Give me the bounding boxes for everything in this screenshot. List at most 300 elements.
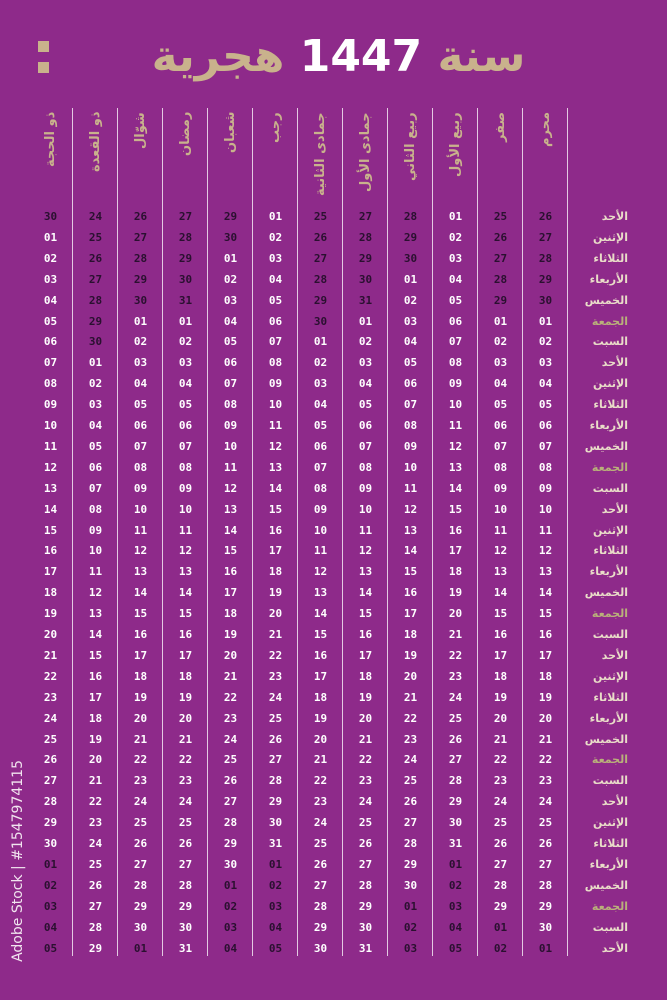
date-cell: 18 — [133, 669, 148, 683]
date-cell: 14 — [313, 607, 328, 621]
weekday-label: السبت — [592, 335, 628, 349]
date-cell: 25 — [88, 230, 103, 244]
date-cell: 04 — [178, 377, 193, 391]
date-cell: 24 — [88, 837, 103, 850]
date-cell: 10 — [88, 544, 103, 558]
date-cell: 07 — [43, 356, 58, 370]
watermark-text: Adobe Stock | #1547974115 — [10, 760, 26, 962]
date-cell: 31 — [448, 837, 463, 850]
date-cell: 01 — [268, 857, 283, 871]
date-cell: 29 — [538, 899, 553, 913]
weekday-label: السبت — [592, 481, 628, 495]
date-cell: 24 — [358, 795, 373, 809]
date-cell: 04 — [43, 920, 58, 934]
date-cell: 04 — [88, 419, 103, 432]
weekday-label: الأحد — [601, 210, 628, 223]
date-cell: 17 — [313, 669, 328, 683]
date-cell: 27 — [313, 251, 328, 265]
date-cell: 11 — [538, 523, 553, 537]
date-cell: 24 — [448, 690, 463, 704]
date-cell: 30 — [358, 920, 373, 934]
date-cell: 09 — [43, 398, 58, 412]
date-cell: 27 — [223, 795, 238, 809]
date-cell: 03 — [313, 377, 328, 391]
date-cell: 23 — [133, 774, 148, 788]
date-cell: 04 — [448, 272, 463, 286]
date-cell: 26 — [493, 230, 508, 244]
date-cell: 11 — [313, 544, 328, 558]
date-cell: 24 — [178, 795, 193, 809]
date-cell: 02 — [223, 899, 238, 913]
date-cell: 06 — [313, 439, 328, 453]
month-header — [118, 112, 163, 207]
date-cell: 28 — [223, 816, 238, 830]
date-cell: 22 — [358, 753, 373, 767]
date-cell: 21 — [403, 690, 418, 704]
date-cell: 19 — [43, 607, 58, 621]
date-cell: 14 — [403, 544, 418, 558]
date-cell: 07 — [403, 398, 418, 412]
date-cell: 31 — [178, 293, 193, 307]
date-cell: 18 — [43, 586, 58, 600]
date-cell: 19 — [223, 628, 238, 641]
date-cell: 22 — [223, 690, 238, 704]
weekday-label: الخميس — [584, 293, 628, 307]
date-cell: 01 — [403, 272, 418, 286]
date-cell: 03 — [43, 272, 58, 286]
date-cell: 18 — [268, 565, 283, 579]
date-cell: 04 — [268, 920, 283, 934]
date-cell: 14 — [88, 628, 103, 641]
date-cell: 25 — [313, 837, 328, 850]
weekday-label: الإثنين — [593, 377, 628, 391]
date-cell: 11 — [403, 481, 418, 495]
date-cell: 19 — [403, 648, 418, 662]
date-cell: 30 — [178, 272, 193, 286]
date-cell: 05 — [448, 293, 463, 307]
date-cell: 26 — [538, 837, 553, 850]
month-label: ربيع الثاني — [403, 112, 418, 181]
date-cell: 12 — [133, 544, 148, 558]
date-cell: 21 — [133, 732, 148, 746]
date-cell: 02 — [358, 335, 373, 349]
date-cell: 03 — [403, 314, 418, 328]
date-cell: 16 — [88, 669, 103, 683]
date-cell: 27 — [448, 753, 463, 767]
date-cell: 27 — [403, 816, 418, 830]
date-cell: 28 — [313, 272, 328, 286]
date-cell: 18 — [313, 690, 328, 704]
weekday-label: الأحد — [601, 941, 628, 955]
title-word-start: سنة — [437, 31, 526, 82]
month-header — [298, 112, 343, 207]
date-cell: 01 — [538, 941, 553, 955]
date-cell: 02 — [43, 251, 58, 265]
date-cell: 24 — [223, 732, 238, 746]
date-cell: 17 — [268, 544, 283, 558]
weekday-label: الأحد — [601, 502, 628, 516]
stock-watermark — [10, 760, 32, 990]
date-cell: 31 — [358, 941, 373, 955]
month-header — [343, 112, 388, 207]
date-cell: 29 — [133, 272, 148, 286]
date-cell: 27 — [538, 857, 553, 871]
date-cell: 12 — [313, 565, 328, 579]
date-cell: 01 — [403, 899, 418, 913]
date-cell: 09 — [403, 439, 418, 453]
date-cell: 14 — [268, 481, 283, 495]
date-cell: 18 — [493, 669, 508, 683]
date-cell: 28 — [358, 230, 373, 244]
date-cell: 26 — [133, 210, 148, 223]
date-cell: 13 — [313, 586, 328, 600]
date-cell: 26 — [358, 837, 373, 850]
date-cell: 19 — [358, 690, 373, 704]
date-cell: 13 — [223, 502, 238, 516]
date-cell: 02 — [43, 878, 58, 892]
date-cell: 09 — [178, 481, 193, 495]
date-cell: 08 — [358, 460, 373, 474]
date-cell: 28 — [133, 878, 148, 892]
month-header — [163, 112, 208, 207]
weekday-label: الجمعة — [591, 314, 628, 328]
date-cell: 03 — [448, 899, 463, 913]
date-cell: 16 — [448, 523, 463, 537]
date-cell: 20 — [403, 669, 418, 683]
date-cell: 01 — [448, 210, 463, 223]
date-cell: 06 — [223, 356, 238, 370]
date-cell: 25 — [313, 210, 328, 223]
date-cell: 02 — [268, 230, 283, 244]
date-cell: 01 — [223, 251, 238, 265]
date-cell: 10 — [43, 419, 58, 432]
date-cell: 04 — [268, 272, 283, 286]
date-cell: 02 — [448, 230, 463, 244]
date-cell: 20 — [43, 628, 58, 641]
weekday-label: الأربعاء — [589, 565, 628, 579]
date-cell: 24 — [43, 711, 58, 725]
date-cell: 26 — [538, 210, 553, 223]
date-cell: 19 — [448, 586, 463, 600]
date-cell: 28 — [43, 795, 58, 809]
date-cell: 18 — [358, 669, 373, 683]
date-cell: 08 — [313, 481, 328, 495]
date-cell: 05 — [88, 439, 103, 453]
date-cell: 15 — [223, 544, 238, 558]
date-cell: 30 — [538, 920, 553, 934]
date-cell: 26 — [88, 878, 103, 892]
date-cell: 01 — [313, 335, 328, 349]
date-cell: 01 — [493, 920, 508, 934]
date-cell: 03 — [403, 941, 418, 955]
date-cell: 15 — [88, 648, 103, 662]
date-cell: 08 — [403, 419, 418, 432]
date-cell: 26 — [178, 837, 193, 850]
date-cell: 27 — [88, 272, 103, 286]
date-cell: 04 — [448, 920, 463, 934]
date-cell: 18 — [403, 628, 418, 641]
date-cell: 17 — [493, 648, 508, 662]
date-cell: 21 — [448, 628, 463, 641]
date-cell: 01 — [493, 314, 508, 328]
date-cell: 19 — [88, 732, 103, 746]
date-cell: 21 — [88, 774, 103, 788]
date-cell: 29 — [358, 899, 373, 913]
month-header — [388, 112, 433, 207]
date-cell: 17 — [448, 544, 463, 558]
date-cell: 23 — [223, 711, 238, 725]
date-cell: 01 — [268, 210, 283, 223]
date-cell: 19 — [493, 690, 508, 704]
date-cell: 12 — [223, 481, 238, 495]
date-cell: 29 — [268, 795, 283, 809]
date-cell: 01 — [223, 878, 238, 892]
date-cell: 14 — [538, 586, 553, 600]
date-cell: 22 — [133, 753, 148, 767]
date-cell: 27 — [493, 251, 508, 265]
date-cell: 03 — [538, 356, 553, 370]
date-cell: 07 — [133, 439, 148, 453]
date-cell: 03 — [493, 356, 508, 370]
date-cell: 30 — [133, 293, 148, 307]
date-cell: 26 — [133, 837, 148, 850]
date-cell: 20 — [448, 607, 463, 621]
date-cell: 03 — [43, 899, 58, 913]
date-cell: 19 — [313, 711, 328, 725]
date-cell: 07 — [88, 481, 103, 495]
date-cell: 16 — [178, 628, 193, 641]
date-cell: 30 — [133, 920, 148, 934]
weekday-label: الثلاثاء — [593, 690, 628, 704]
date-cell: 21 — [223, 669, 238, 683]
date-cell: 03 — [268, 899, 283, 913]
date-cell: 29 — [313, 293, 328, 307]
date-cell: 05 — [268, 941, 283, 955]
date-cell: 20 — [538, 711, 553, 725]
date-cell: 29 — [178, 251, 193, 265]
date-cell: 07 — [493, 439, 508, 453]
date-cell: 27 — [178, 857, 193, 871]
date-cell: 01 — [178, 314, 193, 328]
date-cell: 28 — [538, 251, 553, 265]
date-cell: 03 — [223, 293, 238, 307]
date-cell: 28 — [403, 210, 418, 223]
date-cell: 09 — [538, 481, 553, 495]
date-cell: 21 — [538, 732, 553, 746]
date-cell: 06 — [358, 419, 373, 432]
date-cell: 29 — [448, 795, 463, 809]
weekday-label: الثلاثاء — [593, 251, 628, 265]
date-cell: 17 — [133, 648, 148, 662]
date-cell: 06 — [43, 335, 58, 349]
date-cell: 14 — [223, 523, 238, 537]
weekday-label: الجمعة — [591, 607, 628, 621]
date-cell: 28 — [88, 293, 103, 307]
date-cell: 26 — [313, 857, 328, 871]
date-cell: 15 — [268, 502, 283, 516]
date-cell: 23 — [538, 774, 553, 788]
weekday-label: الثلاثاء — [593, 837, 628, 850]
date-cell: 06 — [133, 419, 148, 432]
date-cell: 03 — [133, 356, 148, 370]
date-cell: 28 — [178, 878, 193, 892]
date-cell: 16 — [268, 523, 283, 537]
date-cell: 31 — [268, 837, 283, 850]
date-cell: 18 — [88, 711, 103, 725]
date-cell: 10 — [268, 398, 283, 412]
weekday-label: السبت — [592, 774, 628, 788]
date-cell: 04 — [133, 377, 148, 391]
date-cell: 26 — [223, 774, 238, 788]
date-cell: 05 — [178, 398, 193, 412]
date-cell: 05 — [358, 398, 373, 412]
date-cell: 23 — [313, 795, 328, 809]
date-cell: 17 — [358, 648, 373, 662]
date-cell: 19 — [133, 690, 148, 704]
date-cell: 27 — [358, 210, 373, 223]
date-cell: 27 — [133, 230, 148, 244]
date-cell: 03 — [448, 251, 463, 265]
date-cell: 01 — [133, 941, 148, 955]
date-cell: 17 — [88, 690, 103, 704]
date-cell: 28 — [178, 230, 193, 244]
date-cell: 28 — [358, 878, 373, 892]
weekday-label: الإثنين — [593, 523, 628, 537]
date-cell: 27 — [268, 753, 283, 767]
date-cell: 25 — [43, 732, 58, 746]
date-cell: 27 — [133, 857, 148, 871]
month-label: شوّال — [133, 112, 148, 149]
weekday-label: الجمعة — [591, 753, 628, 767]
date-cell: 02 — [448, 878, 463, 892]
date-cell: 29 — [178, 899, 193, 913]
date-cell: 02 — [403, 293, 418, 307]
date-cell: 21 — [43, 648, 58, 662]
date-cell: 11 — [448, 419, 463, 432]
date-cell: 10 — [178, 502, 193, 516]
date-cell: 20 — [358, 711, 373, 725]
date-cell: 18 — [223, 607, 238, 621]
weekday-label: الأربعاء — [589, 419, 628, 432]
date-cell: 12 — [178, 544, 193, 558]
month-label: محرم — [538, 112, 553, 148]
date-cell: 23 — [358, 774, 373, 788]
date-cell: 15 — [358, 607, 373, 621]
weekday-label: الإثنين — [593, 230, 628, 244]
date-cell: 29 — [538, 272, 553, 286]
date-cell: 03 — [223, 920, 238, 934]
date-cell: 22 — [43, 669, 58, 683]
date-cell: 30 — [313, 941, 328, 955]
date-cell: 12 — [448, 439, 463, 453]
month-header — [208, 112, 253, 207]
date-cell: 21 — [313, 753, 328, 767]
date-cell: 15 — [448, 502, 463, 516]
date-cell: 16 — [313, 648, 328, 662]
title-colon-mark — [38, 41, 49, 73]
date-cell: 05 — [268, 293, 283, 307]
date-cell: 08 — [43, 377, 58, 391]
date-cell: 04 — [403, 335, 418, 349]
date-cell: 14 — [493, 586, 508, 600]
date-cell: 22 — [313, 774, 328, 788]
date-cell: 29 — [43, 816, 58, 830]
title-year: 1447 — [299, 31, 423, 82]
date-cell: 27 — [313, 878, 328, 892]
weekday-label: الخميس — [584, 732, 628, 746]
date-cell: 18 — [178, 669, 193, 683]
date-cell: 29 — [493, 293, 508, 307]
date-cell: 08 — [268, 356, 283, 370]
date-cell: 01 — [43, 230, 58, 244]
date-cell: 02 — [538, 335, 553, 349]
date-cell: 29 — [223, 210, 238, 223]
date-cell: 14 — [358, 586, 373, 600]
date-cell: 16 — [538, 628, 553, 641]
date-cell: 30 — [178, 920, 193, 934]
date-cell: 27 — [88, 899, 103, 913]
date-cell: 07 — [268, 335, 283, 349]
date-cell: 27 — [538, 230, 553, 244]
date-cell: 25 — [88, 857, 103, 871]
date-cell: 15 — [403, 565, 418, 579]
date-cell: 08 — [223, 398, 238, 412]
date-cell: 01 — [133, 314, 148, 328]
date-cell: 03 — [88, 398, 103, 412]
month-header — [523, 112, 568, 207]
date-cell: 22 — [178, 753, 193, 767]
month-label: ذو القعدة — [88, 112, 103, 173]
date-cell: 13 — [43, 481, 58, 495]
date-cell: 16 — [493, 628, 508, 641]
date-cell: 11 — [133, 523, 148, 537]
date-cell: 01 — [88, 356, 103, 370]
date-cell: 28 — [448, 774, 463, 788]
date-cell: 02 — [313, 356, 328, 370]
date-cell: 03 — [358, 356, 373, 370]
date-cell: 19 — [268, 586, 283, 600]
date-cell: 30 — [448, 816, 463, 830]
date-cell: 15 — [493, 607, 508, 621]
date-cell: 22 — [268, 648, 283, 662]
month-label: رمضان — [178, 112, 193, 157]
date-cell: 23 — [43, 690, 58, 704]
date-cell: 31 — [178, 941, 193, 955]
date-cell: 28 — [88, 920, 103, 934]
date-cell: 23 — [403, 732, 418, 746]
date-cell: 13 — [358, 565, 373, 579]
date-cell: 11 — [43, 439, 58, 453]
date-cell: 30 — [223, 857, 238, 871]
date-cell: 01 — [448, 857, 463, 871]
date-cell: 26 — [88, 251, 103, 265]
month-label: ربيع الأول — [448, 112, 463, 177]
date-cell: 04 — [358, 377, 373, 391]
date-cell: 02 — [178, 335, 193, 349]
date-cell: 28 — [493, 272, 508, 286]
date-cell: 30 — [268, 816, 283, 830]
weekday-label: السبت — [592, 628, 628, 641]
date-cell: 15 — [313, 628, 328, 641]
weekday-label: الثلاثاء — [593, 544, 628, 558]
date-cell: 25 — [223, 753, 238, 767]
date-cell: 30 — [43, 210, 58, 223]
date-cell: 13 — [448, 460, 463, 474]
weekday-label: الأحد — [601, 795, 628, 809]
date-cell: 11 — [223, 460, 238, 474]
date-cell: 05 — [538, 398, 553, 412]
date-cell: 11 — [88, 565, 103, 579]
